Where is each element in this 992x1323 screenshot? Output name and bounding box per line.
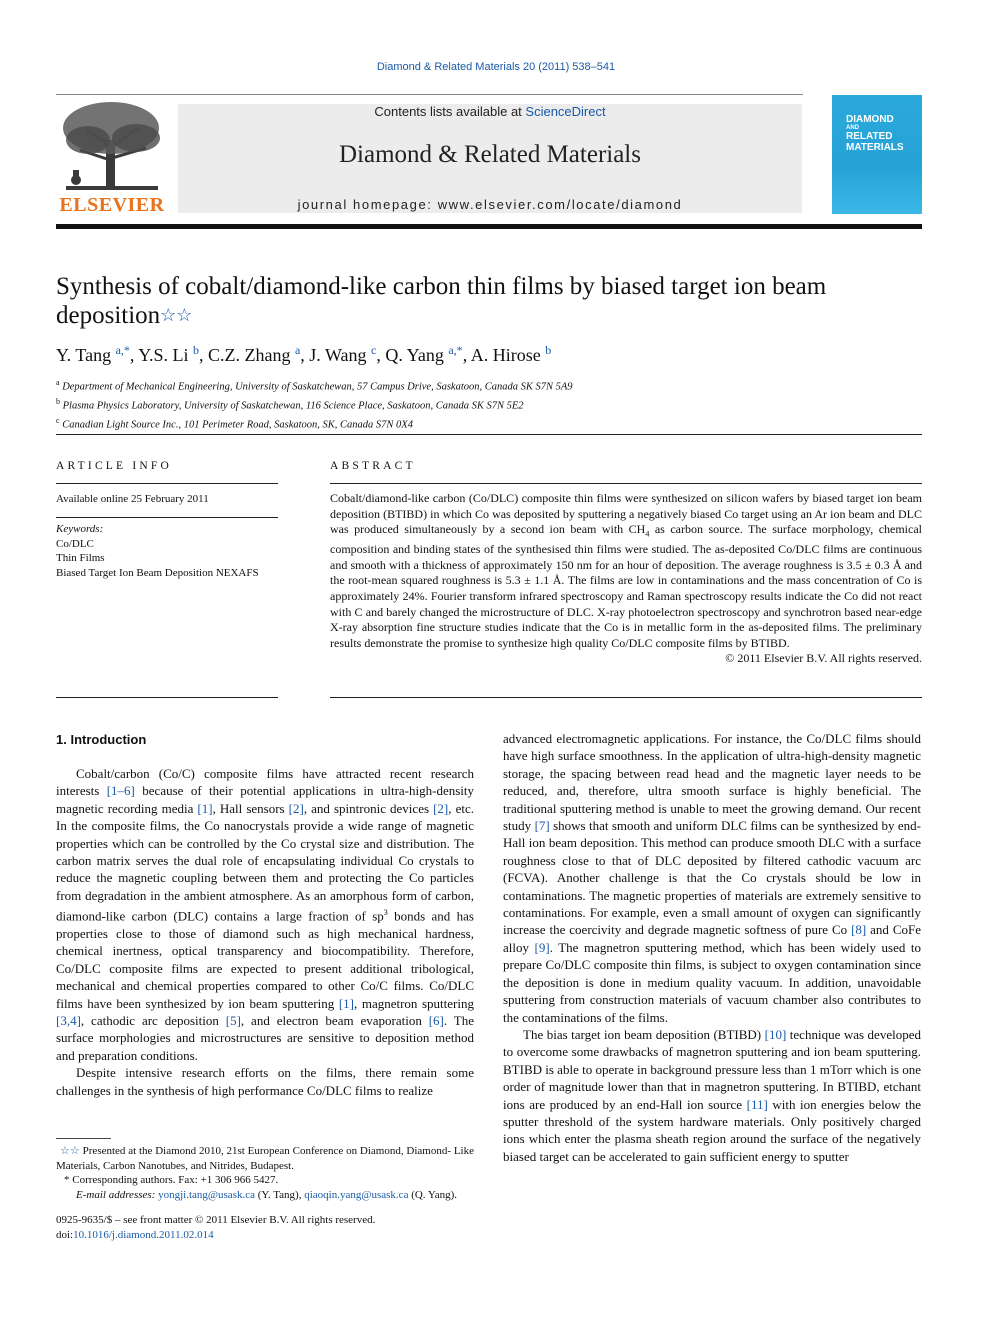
cover-line: MATERIALS [846, 142, 904, 153]
journal-cover-text [846, 114, 918, 153]
keyword[interactable]: Co/DLC [56, 537, 94, 550]
left-column-text [56, 765, 474, 1099]
header-rule [56, 94, 803, 95]
author[interactable]: Y. Tang $^{a,*}$ [56, 343, 130, 365]
paragraph: Cobalt/carbon (Co/C) composite films have attracted recent research interests [1–6] because of their potential applications in ultra-high-density magnetic recording media [1], Hall sensors [2], and spintronic devices [2], etc. In the composite films, the Co nanocrystals provide a wide range of magnetic properties which can be controlled by the Co crystal size and distribution. The carbon matrix serves the dual role of encapsulating individual Co crystals to reduce the magnetic coupling between them and protecting the Co particles from degradation in the ambient atmosphere. As an amorphous form of carbon, diamond-like carbon (DLC) contains a large fraction of $sp^3$ bonds and has properties close to those of diamond such as high mechanical hardness, chemical inertness, optical transparency and biocompatibility. Therefore, Co/DLC composite films are expected to present additional tribological, mechanical and chemical properties compared to other Co/C films. Co/DLC films have been synthesized by ion beam sputtering [1], magnetron sputtering [3,4], cathodic arc deposition [5], and electron beam evaporation [6]. The surface morphologies and microstructures are sensitive to deposition method and preparation conditions. [56, 766, 474, 1063]
doi-link[interactable]: 10.1016/j.diamond.2011.02.014 [73, 1228, 214, 1241]
elsevier-wordmark: ELSEVIER [59, 194, 165, 216]
citation-link[interactable]: [8] [851, 922, 867, 938]
abstract-bottom-rule [330, 697, 922, 698]
email-link[interactable]: qiaoqin.yang@usask.ca [304, 1188, 409, 1201]
citation-link[interactable]: [1] [197, 800, 213, 816]
email-link[interactable]: yongji.tang@usask.ca [158, 1188, 255, 1201]
available-online: Available online 25 February 2011 [56, 493, 209, 505]
citation-link[interactable]: [2] [288, 800, 304, 816]
journal-reference[interactable]: Diamond & Related Materials 20 (2011) 538–541 [376, 61, 616, 73]
doi-line: doi:10.1016/j.diamond.2011.02.014 [56, 1228, 214, 1241]
footnote: ☆☆ Presented at the Diamond 2010, 21st European Conference on Diamond, Diamond- Like Materials, Carbon Nanotubes, and Nitrides, Budapest. [56, 1145, 474, 1172]
author[interactable]: Y.S. Li $^b$ [138, 343, 199, 365]
paragraph: Despite intensive research efforts on the films, there remain some challenges in the synthesis of high performance Co/DLC films to realize [56, 1065, 474, 1098]
author[interactable]: J. Wang $^c$ [309, 343, 377, 365]
affiliation: $^a$ Department of Mechanical Engineering, University of Saskatchewan, 57 Campus Drive, Saskatoon, Canada SK S7N 5A9 [56, 378, 573, 393]
issn-line: 0925-9635/$ – see front matter © 2011 Elsevier B.V. All rights reserved. [56, 1214, 376, 1226]
citation-link[interactable]: [10] [764, 1026, 787, 1042]
abstract-copyright: © 2011 Elsevier B.V. All rights reserved. [725, 651, 922, 666]
keywords-block [56, 522, 286, 580]
contents-line [178, 104, 802, 119]
article-info-rule [56, 483, 278, 484]
keyword[interactable]: Thin Films [56, 552, 105, 564]
abstract-text: Cobalt/diamond-like carbon (Co/DLC) composite thin films were synthesized on silicon wafers by biased target ion beam deposition (BTIBD) in which Co was deposited by sputtering a negatively biased Co target using an Ar ion beam and DLC was produced simultaneously by a second ion beam with $CH_4$ as carbon source. The surface morphology, chemical composition and binding states of the synthesised thin films were studied. The as-deposited Co/DLC films are continuous and smooth with a thickness of approximately 150 nm for an hour of deposition. The average roughness is 3.5 ± 0.3 Å and the root-mean squared roughness is 5.3 ± 1.1 Å. The films are low in contaminations and the mass concentration of Co is approximately 24%. Fourier transform infrared spectroscopy and Raman spectroscopy results indicate the Co did not react with C and barely changed the microstructure of DLC. X-ray photoelectron spectroscopy and synchrotron based near-edge X-ray absorption fine structure studies indicate that the Co is in metallic form in the as-deposited films. The preliminary results demonstrate the promise to synthesize high quality Co/DLC composite films by BTIBD. © 2011 Elsevier B.V. All rights reserved. [330, 491, 922, 666]
footnotes [56, 1144, 474, 1202]
journal-title: Diamond & Related Materials [338, 141, 641, 168]
citation-link[interactable]: [7] [534, 818, 550, 834]
abstract-heading: ABSTRACT [330, 460, 416, 472]
journal-cover-image [832, 95, 922, 214]
keywords-rule [56, 517, 278, 518]
affiliation: $^b$ Plasma Physics Laboratory, University of Saskatchewan, 116 Science Place, Saskatoon, Canada SK S7N 5E2 [56, 397, 524, 412]
citation-link[interactable]: [2] [433, 800, 449, 816]
citation-link[interactable]: [1] [338, 995, 354, 1011]
keyword[interactable]: Biased Target Ion Beam Deposition NEXAFS [56, 566, 259, 579]
cover-line: DIAMOND [846, 114, 894, 125]
citation-link[interactable]: [3,4] [56, 1013, 81, 1029]
article-title-text: Synthesis of cobalt/diamond-like carbon thin films by biased target ion beam deposition [56, 273, 827, 329]
citation-link[interactable]: [11] [746, 1096, 768, 1112]
cover-line: AND [846, 125, 859, 131]
citation-link[interactable]: [9] [534, 939, 550, 955]
paragraph: advanced electromagnetic applications. For instance, the Co/DLC films should have high surface smoothness. In the application of ultra-high-density magnetic storage, the spacing between read head and the magnetic layer needs to be reduced, and, therefore, ultra smooth surface is highly beneficial. The traditional sputtering method is unable to meet the growing demand. Our recent study [7] shows that smooth and uniform DLC films can be synthesized by end-Hall ion beam deposition. This method can produce smooth DLC with a surface roughness close to that of DLC deposited by filtered cathodic vacuum arc (FCVA). Another challenge is that the Co crystals should be low in contaminations. The magnetic properties of materials are extremely sensitive to contaminations. For example, even a small amount of oxygen can significantly increase the coercivity and degrade magnetic softness of pure Co [8] and CoFe alloy [9]. The magnetron sputtering method, which has been widely used to prepare Co/DLC composite thin films, is subject to oxygen contamination since the deposition is done in medium quality vacuum. In addition, unavoidable sputtering from construction materials of vacuum chamber also contributes to the contaminations of the films. [503, 731, 921, 1025]
citation-link[interactable]: [5] [225, 1013, 241, 1029]
article-title [56, 272, 856, 330]
article-info-bottom-rule [56, 697, 278, 698]
author[interactable]: C.Z. Zhang $^a$ [207, 343, 301, 365]
contents-prefix: Contents lists available at [374, 104, 526, 119]
footnote-emails: E-mail addresses: yongji.tang@usask.ca (Y. Tang), qiaoqin.yang@usask.ca (Q. Yang). [76, 1188, 458, 1201]
keywords-label: Keywords: [56, 523, 104, 535]
citation-link[interactable]: [6] [428, 1013, 444, 1029]
affiliations [56, 376, 922, 433]
author[interactable]: Q. Yang $^{a,*}$ [385, 343, 463, 365]
affiliation-rule [56, 434, 922, 435]
sciencedirect-link[interactable]: ScienceDirect [525, 104, 606, 119]
paragraph: The bias target ion beam deposition (BTIBD) [10] technique was developed to overcome some drawbacks of magnetron sputtering and ion beam sputtering. BTIBD is able to operate in background pressure less than 1 mTorr which is one order of magnitude lower than that in magnetron sputtering. In BTIBD, etchant ions are produced by an end-Hall ion source [11] with ion energies below the sputter threshold of the system hardware materials. Only positively charged ions which enter the plasma sheath region around the surface of the negatively biased target can be accelerated to gain sufficient energy to sputter [503, 1026, 921, 1164]
header-thick-rule [56, 224, 922, 229]
cover-line: RELATED [846, 131, 893, 142]
abstract-rule [330, 483, 922, 484]
author-list: Y. Tang $^{a,*}$, Y.S. Li $^b$, C.Z. Zhang $^a$, J. Wang $^c$, Q. Yang $^{a,*}$, A. Hirose $^b$ [56, 343, 552, 365]
author[interactable]: A. Hirose $^b$ [470, 343, 552, 365]
front-matter-info [56, 1213, 486, 1242]
citation-link[interactable]: [1–6] [106, 783, 135, 799]
section-heading-introduction: 1. Introduction [56, 732, 147, 747]
journal-homepage[interactable]: journal homepage: www.elsevier.com/locate/diamond [297, 197, 683, 212]
right-column-text [503, 730, 921, 1165]
affiliation: $^c$ Canadian Light Source Inc., 101 Perimeter Road, Saskatoon, SK, Canada S7N 0X4 [56, 416, 413, 431]
footnote: * Corresponding authors. Fax: +1 306 966 5427. [64, 1174, 279, 1186]
footnote-rule [56, 1138, 111, 1139]
title-footnote-mark[interactable]: ☆☆ [160, 305, 193, 325]
article-info-heading: ARTICLE INFO [56, 460, 172, 472]
